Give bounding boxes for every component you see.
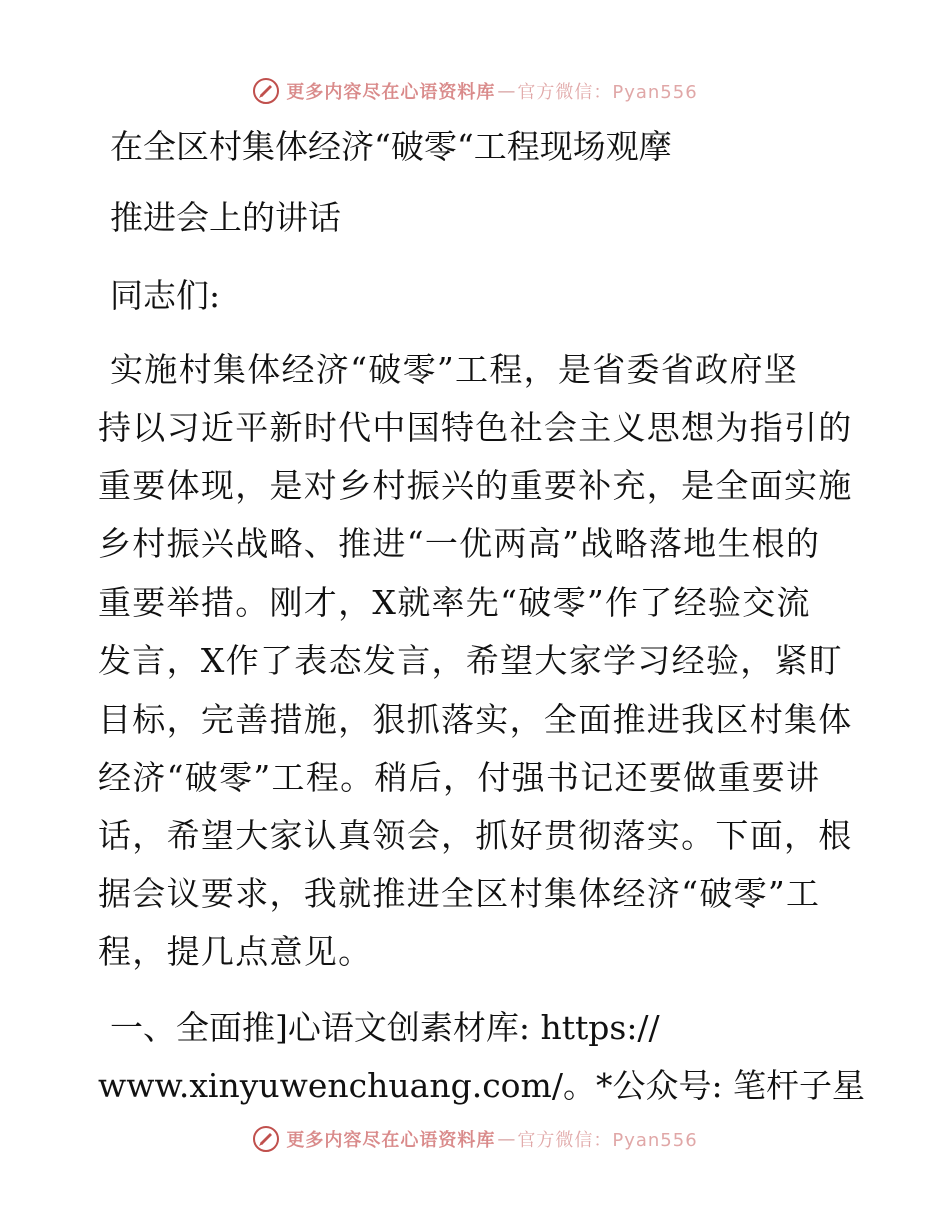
watermark-brand: 更多内容尽在心语资料库 <box>286 82 496 103</box>
section-line-2: www.xinyuwenchuang.com/。*公众号: 笔杆子星 <box>98 1066 866 1105</box>
paragraph-line: 重要体现，是对乡村振兴的重要补充，是全面实施 <box>98 466 853 505</box>
paragraph-line: 话，希望大家认真领会，抓好贯彻落实。下面，根 <box>98 816 853 855</box>
watermark-banner-top <box>0 74 950 108</box>
logo-icon <box>252 77 280 105</box>
paragraph-line: 据会议要求，我就推进全区村集体经济“破零”工 <box>98 874 821 913</box>
watermark-separator: — <box>497 80 516 102</box>
watermark-wechat: 官方微信：Pyan556 <box>517 1130 698 1151</box>
watermark-wechat: 官方微信：Pyan556 <box>517 82 698 103</box>
logo-icon <box>252 1125 280 1153</box>
watermark-separator: — <box>497 1128 516 1150</box>
paragraph-line: 目标，完善措施，狠抓落实，全面推进我区村集体 <box>98 700 853 739</box>
paragraph-line: 程，提几点意见。 <box>98 932 373 971</box>
section-line-1: 一、全面推]心语文创素材库: https:// <box>110 1008 660 1047</box>
watermark-brand: 更多内容尽在心语资料库 <box>286 1130 496 1151</box>
paragraph-line: 乡村振兴战略、推进“一优两高”战略落地生根的 <box>98 524 821 563</box>
title-line-1: 在全区村集体经济“破零“工程现场观摩 <box>110 127 672 166</box>
paragraph-line: 发言，X作了表态发言，希望大家学习经验，紧盯 <box>98 641 844 680</box>
paragraph-line: 实施村集体经济“破零”工程，是省委省政府坚 <box>110 350 799 389</box>
paragraph-line: 经济“破零”工程。稍后，付强书记还要做重要讲 <box>98 758 821 797</box>
salutation: 同志们: <box>110 276 221 315</box>
paragraph-line: 重要举措。刚才，X就率先“破零”作了经验交流 <box>98 583 811 622</box>
title-line-2: 推进会上的讲话 <box>110 198 341 237</box>
paragraph-line: 持以习近平新时代中国特色社会主义思想为指引的 <box>98 408 853 447</box>
watermark-banner-bottom <box>0 1122 950 1156</box>
